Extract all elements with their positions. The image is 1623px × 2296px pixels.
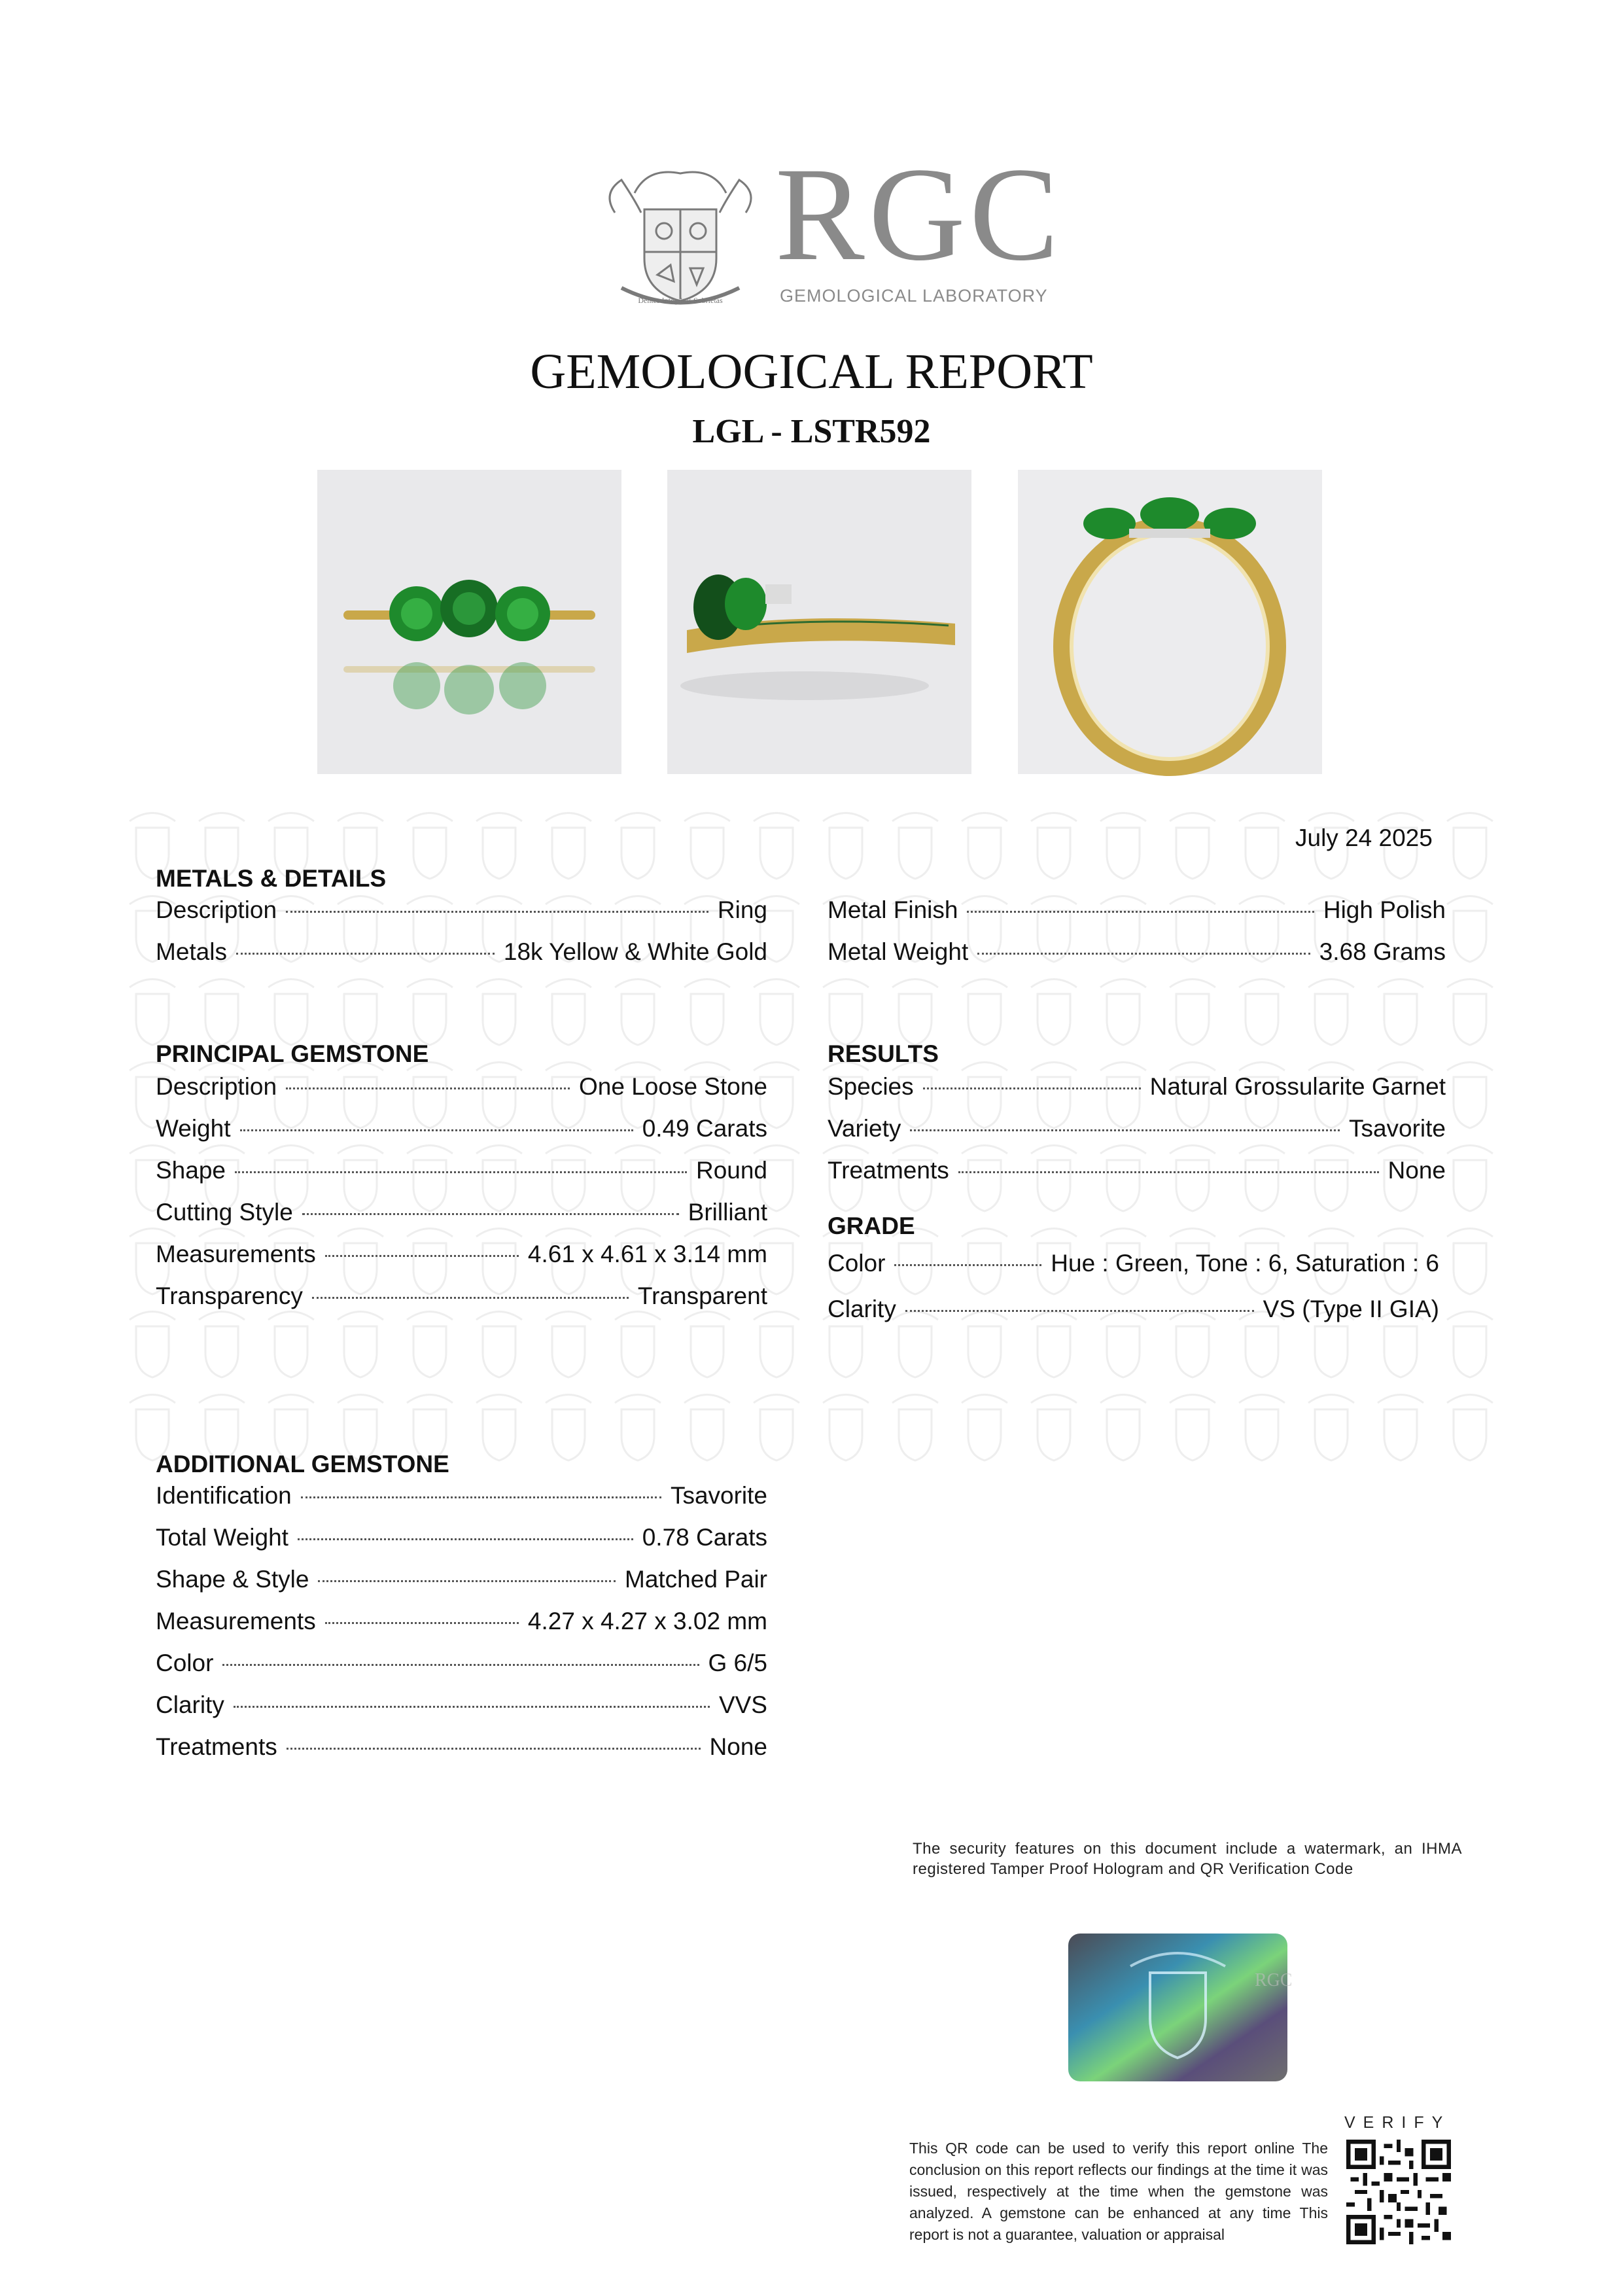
report-number: LGL - LSTR592 (692, 413, 931, 450)
principal-table (156, 1073, 767, 1324)
verify-label: VERIFY (1344, 2113, 1451, 2132)
ring-side-photo (667, 470, 971, 774)
metal-description-row: Description Ring (156, 896, 767, 923)
principal-heading: PRINCIPAL GEMSTONE (156, 1040, 429, 1067)
qr-verification-code[interactable] (1346, 2140, 1451, 2244)
principal-row: Measurements 4.61 x 4.61 x 3.14 mm (156, 1241, 767, 1267)
results-row: Treatments None (828, 1157, 1446, 1184)
principal-row: Weight 0.49 Carats (156, 1115, 767, 1142)
additional-row: Identification Tsavorite (156, 1482, 767, 1509)
additional-heading: ADDITIONAL GEMSTONE (156, 1451, 449, 1477)
additional-row: Measurements 4.27 x 4.27 x 3.02 mm (156, 1608, 767, 1634)
hologram-seal (1068, 1934, 1293, 2081)
metal-weight-row: Metal Weight 3.68 Grams (828, 938, 1446, 965)
additional-row: Color G 6/5 (156, 1650, 767, 1676)
ring-profile-photo (1018, 470, 1322, 774)
additional-row: Total Weight 0.78 Carats (156, 1524, 767, 1551)
hologram-text: RGC (1255, 1970, 1293, 1990)
metals-heading: METALS & DETAILS (156, 865, 387, 892)
report-date: July 24 2025 (1295, 824, 1433, 851)
results-table (828, 1073, 1446, 1199)
additional-row: Clarity VVS (156, 1691, 767, 1718)
principal-row: Description One Loose Stone (156, 1073, 767, 1100)
metals-row: Metals 18k Yellow & White Gold (156, 938, 767, 965)
grade-table (828, 1250, 1439, 1341)
grade-row: Color Hue : Green, Tone : 6, Saturation : 6 (828, 1250, 1439, 1277)
additional-row: Shape & Style Matched Pair (156, 1566, 767, 1593)
additional-table (156, 1482, 767, 1775)
rgc-crest-logo (595, 154, 765, 317)
qr-note: This QR code can be used to verify this report online The conclusion on this report reflects our findings at the time it was issued, respectively at the time when the gemstone was analyzed. A gemstone can be enhanced at any time This report is not a guarantee, valuation or appraisal (909, 2140, 1328, 2243)
metal-finish-row: Metal Finish High Polish (828, 896, 1446, 923)
additional-row: Treatments None (156, 1733, 767, 1760)
grade-heading: GRADE (828, 1212, 915, 1239)
results-heading: RESULTS (828, 1040, 939, 1067)
results-row: Variety Tsavorite (828, 1115, 1446, 1142)
principal-row: Cutting Style Brilliant (156, 1199, 767, 1226)
metals-left (156, 896, 767, 980)
crest-motto: Dentes Integritas Sobrietas (638, 296, 723, 305)
grade-row: Clarity VS (Type II GIA) (828, 1296, 1439, 1322)
principal-row: Shape Round (156, 1157, 767, 1184)
rgc-logo-letters: RGC (775, 140, 1063, 289)
metals-right (828, 896, 1446, 980)
results-row: Species Natural Grossularite Garnet (828, 1073, 1446, 1100)
report-title: GEMOLOGICAL REPORT (530, 344, 1093, 399)
security-note: The security features on this document include a watermark, an IHMA registered Tamper Proof Hologram and QR Verification Code (913, 1840, 1462, 1878)
rgc-logo-subtitle: GEMOLOGICAL LABORATORY (780, 286, 1048, 306)
ring-front-photo (317, 470, 621, 774)
principal-row: Transparency Transparent (156, 1282, 767, 1309)
